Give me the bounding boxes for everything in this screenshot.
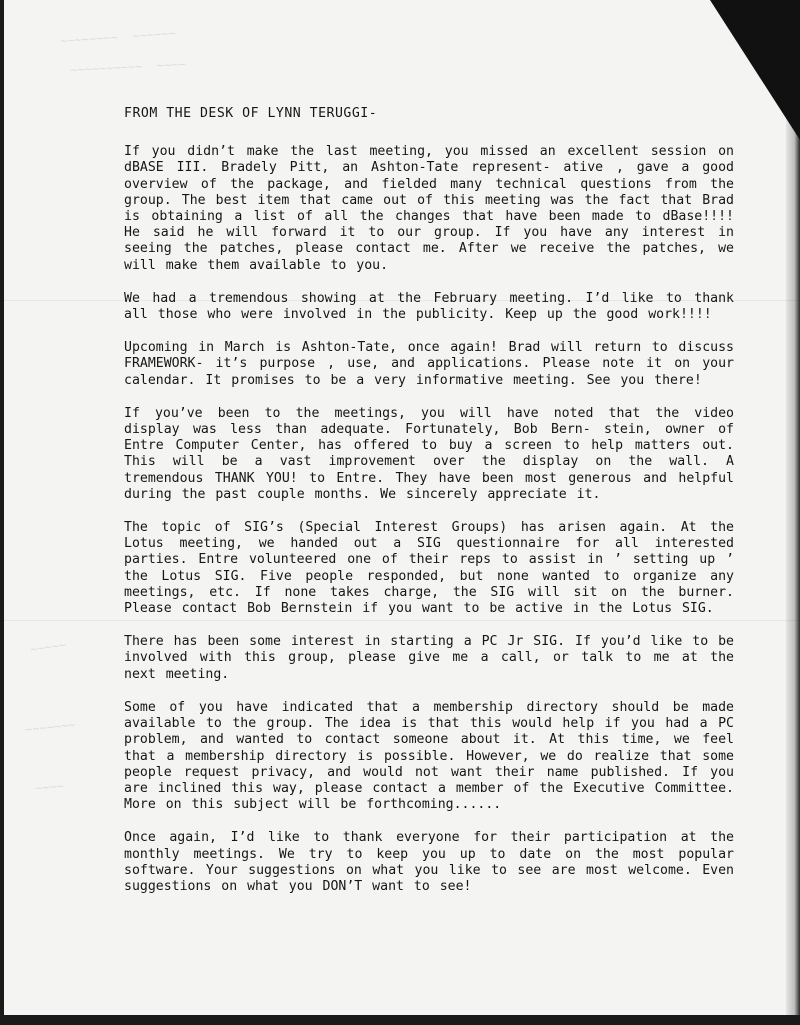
newsletter-body	[124, 106, 734, 912]
scan-edge-left	[0, 0, 4, 1025]
paragraph-february-meeting: We had a tremendous showing at the February meeting. I’d like to thank all those who were involved in the publicity. Keep up the good work!!!!	[124, 290, 734, 323]
paragraph-membership-directory: Some of you have indicated that a membership directory should be made available to the group. The idea is that this would help if you had a PC problem, and wanted to contact someone about it. At this time, we feel that a membership directory is possible. However, we do realize that some people request privacy, and would not want their name published. If you are inclined this way, please contact a member of the Executive Committee. More on this subject will be forthcoming......	[124, 699, 734, 813]
bleed-through-texture: ~~~~~	[29, 637, 67, 657]
bleed-through-texture: ~~~~	[34, 778, 65, 796]
scan-edge-right	[786, 0, 800, 1025]
document-heading: FROM THE DESK OF LYNN TERUGGI-	[124, 106, 378, 121]
paragraph-march-meeting: Upcoming in March is Ashton-Tate, once again! Brad will return to discuss FRAMEWORK- it’s purpose , use, and applications. Please note it on your calendar. It promises to be a very informative meeting. See you there!	[124, 340, 734, 388]
scan-edge-bottom	[0, 1015, 800, 1025]
bleed-through-texture: ~~~~~~~~~~ ~~~~	[69, 56, 186, 78]
paragraph-closing: Once again, I’d like to thank everyone for their participation at the monthly meetings. We try to keep you up to date on the most popular software. Your suggestions on what you like to see are most welcome. Even suggestions on what you DON’T want to see!	[124, 830, 734, 894]
paragraph-dbase-meeting: If you didn’t make the last meeting, you missed an excellent session on dBASE III. Bradely Pitt, an Ashton-Tate represent- ative , gave a good overview of the package, and fielded many technical questions from the group. The best item that came out of this meeting was the fact that Brad is obtaining a list of all the changes that have been made to dBase!!!! He said he will forward it to our group. If you have any interest in seeing the patches, please contact me. After we receive the patches, we will make them available to you.	[124, 144, 734, 273]
bleed-through-texture: ~~~~~~~	[24, 717, 77, 737]
paragraph-video-display: If you’ve been to the meetings, you will have noted that the video display was less than adequate. Fortunately, Bob Bern- stein, owner of Entre Computer Center, has offered to buy a screen to help matters out. This will be a vast improvement over the display on the wall. A tremendous THANK YOU! to Entre. They have been most generous and helpful during the past couple months. We sincerely appreciate it.	[124, 405, 734, 502]
paragraph-sig-topic: The topic of SIG’s (Special Interest Groups) has arisen again. At the Lotus meeting, we handed out a SIG questionnaire for all interested parties. Entre volunteered one of their reps to assist in ’ setting up ’ the Lotus SIG. Five people responded, but none wanted to organize any meetings, etc. If none takes charge, the SIG will sit on the burner. Please contact Bob Bernstein if you want to be active in the Lotus SIG.	[124, 520, 734, 617]
paragraph-pc-jr-sig: There has been some interest in starting a PC Jr SIG. If you’d like to be involved with this group, please give me a call, or talk to me at the next meeting.	[124, 634, 734, 682]
bleed-through-texture: ~~~~~~~~ ~~~~~~	[59, 25, 176, 49]
